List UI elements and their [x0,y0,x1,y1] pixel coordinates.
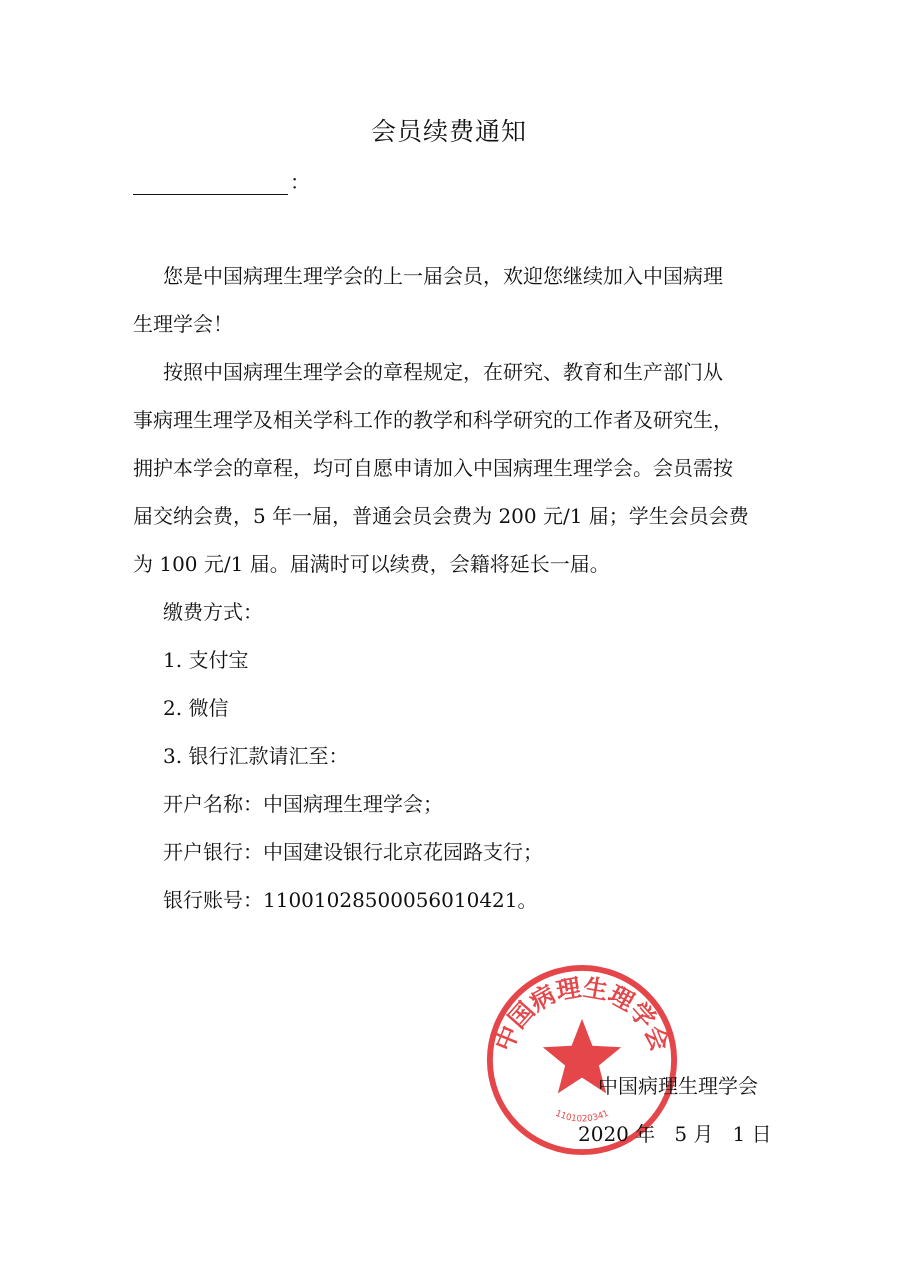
rules-line-5: 为 100 元/1 届。届满时可以续费，会籍将延长一届。 [133,552,610,576]
payment-method-wechat: 2. 微信 [163,696,229,720]
seal-code-text: 1101020341 [553,1108,611,1125]
seal-org-text: 中国病理生理学会 [488,972,676,1056]
intro-line-2: 生理学会！ [133,312,233,336]
intro-line-1: 您是中国病理生理学会的上一届会员，欢迎您继续加入中国病理 [163,264,723,288]
rules-line-4: 届交纳会费，5 年一届，普通会员会费为 200 元/1 届；学生会员会费 [133,504,749,528]
salutation-blank [133,194,288,195]
account-number: 银行账号：11001028500056010421。 [163,888,538,912]
rules-line-2: 事病理生理学及相关学科工作的教学和科学研究的工作者及研究生， [133,408,733,432]
rules-line-3: 拥护本学会的章程，均可自愿申请加入中国病理生理学会。会员需按 [133,456,733,480]
signature-date: 2020 年 5 月 1 日 [578,1122,772,1146]
signature-org: 中国病理生理学会 [598,1074,758,1098]
rules-line-1: 按照中国病理生理学会的章程规定，在研究、教育和生产部门从 [163,360,723,384]
page-title: 会员续费通知 [370,117,527,146]
bank-name: 开户银行：中国建设银行北京花园路支行； [163,840,543,864]
salutation-colon: ： [290,170,310,194]
account-name: 开户名称：中国病理生理学会； [163,792,443,816]
payment-method-alipay: 1. 支付宝 [163,648,249,672]
payment-heading: 缴费方式： [163,600,263,624]
payment-method-bank: 3. 银行汇款请汇至： [163,744,349,768]
